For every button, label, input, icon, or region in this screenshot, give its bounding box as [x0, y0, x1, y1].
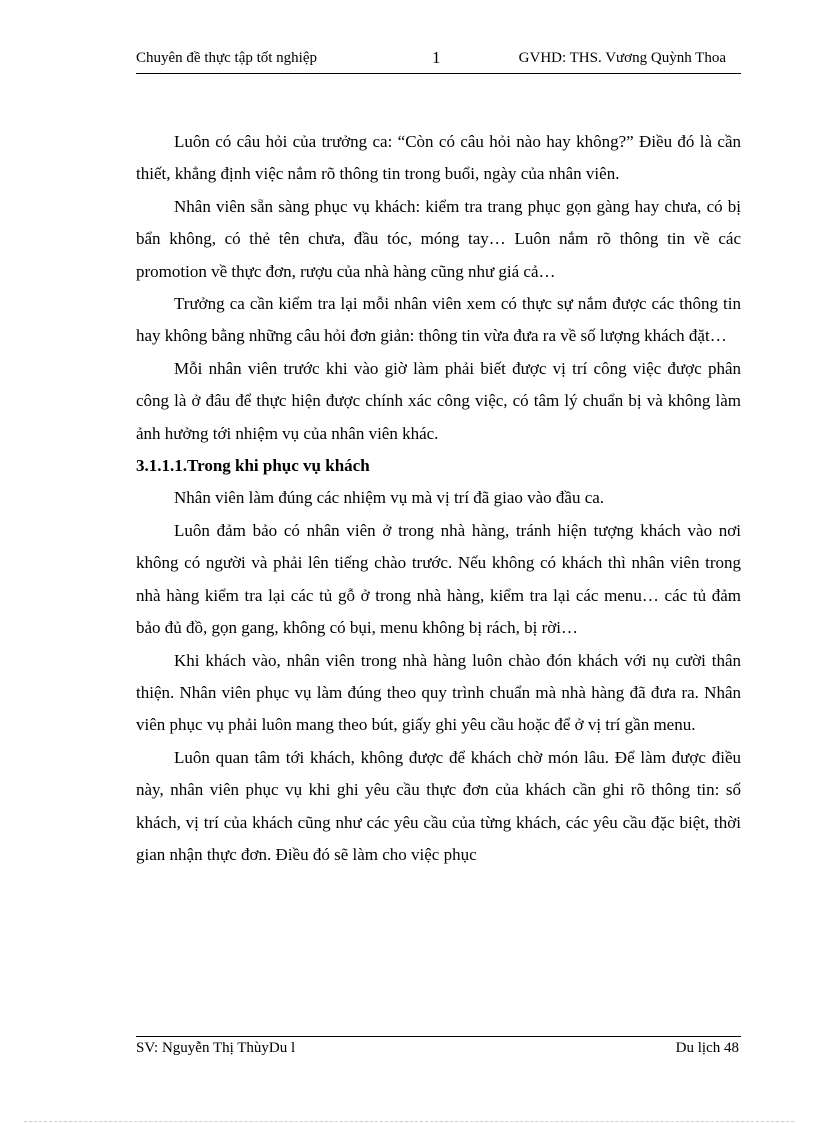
header-page-number: 1 [432, 48, 441, 67]
page-body [136, 126, 741, 871]
paragraph: Luôn có câu hỏi của trưởng ca: “Còn có câu hỏi nào hay không?” Điều đó là cần thiết, khẳng định việc nắm rõ thông tin trong buổi, ngày của nhân viên. [136, 132, 741, 184]
footer-student: SV: Nguyễn Thị ThùyDu l [136, 1040, 296, 1056]
paragraph: Trưởng ca cần kiểm tra lại mỗi nhân viên xem có thực sự nắm được các thông tin hay không bằng những câu hỏi đơn giản: thông tin vừa đưa ra về số lượng khách đặt… [136, 294, 741, 346]
page-header [136, 48, 740, 70]
footer-divider [136, 1036, 741, 1037]
paragraph: Khi khách vào, nhân viên trong nhà hàng luôn chào đón khách với nụ cười thân thiện. Nhân viên phục vụ làm đúng theo quy trình chuẩn mà nhà hàng đã đưa ra. Nhân viên phục vụ phải luôn mang theo bút, giấy ghi yêu cầu hoặc để ở vị trí gần menu. [136, 650, 741, 735]
page-edge-divider [24, 1121, 794, 1122]
paragraph: Nhân viên sẵn sàng phục vụ khách: kiểm tra trang phục gọn gàng hay chưa, có bị bẩn không, có thẻ tên chưa, đầu tóc, móng tay… Luôn nắm rõ thông tin về các promotion về thực đơn, rượu của nhà hàng cũng như giá cả… [136, 196, 741, 281]
header-title: Chuyên đề thực tập tốt nghiệp [136, 50, 318, 66]
paragraph: Mỗi nhân viên trước khi vào giờ làm phải biết được vị trí công việc được phân công là ở đâu để thực hiện được chính xác công việc, có tâm lý chuẩn bị và không làm ảnh hưởng tới nhiệm vụ của nhân viên khác. [136, 358, 741, 443]
header-divider [136, 73, 741, 74]
paragraph: Luôn đảm bảo có nhân viên ở trong nhà hàng, tránh hiện tượng khách vào nơi không có người và phải lên tiếng chào trước. Nếu không có khách thì nhân viên trong nhà hàng kiểm tra lại các tủ gỗ ở trong nhà hàng, kiểm tra lại các menu… các tủ đảm bảo đủ đồ, gọn gang, không có bụi, menu không bị rách, bị rời… [136, 520, 741, 638]
paragraph: Nhân viên làm đúng các nhiệm vụ mà vị trí đã giao vào đầu ca. [174, 488, 605, 508]
footer-class: Du lịch 48 [675, 1040, 739, 1056]
section-heading: 3.1.1.1.Trong khi phục vụ khách [136, 456, 370, 476]
paragraph: Luôn quan tâm tới khách, không được để khách chờ món lâu. Để làm được điều này, nhân viên phục vụ khi ghi yêu cầu thực đơn của khách cần ghi rõ thông tin: số khách, vị trí của khách cũng như các yêu cầu của từng khách, các yêu cầu đặc biệt, thời gian nhận thực đơn. Điều đó sẽ làm cho việc phục [136, 747, 741, 864]
header-supervisor: GVHD: THS. Vương Quỳnh Thoa [518, 50, 726, 66]
